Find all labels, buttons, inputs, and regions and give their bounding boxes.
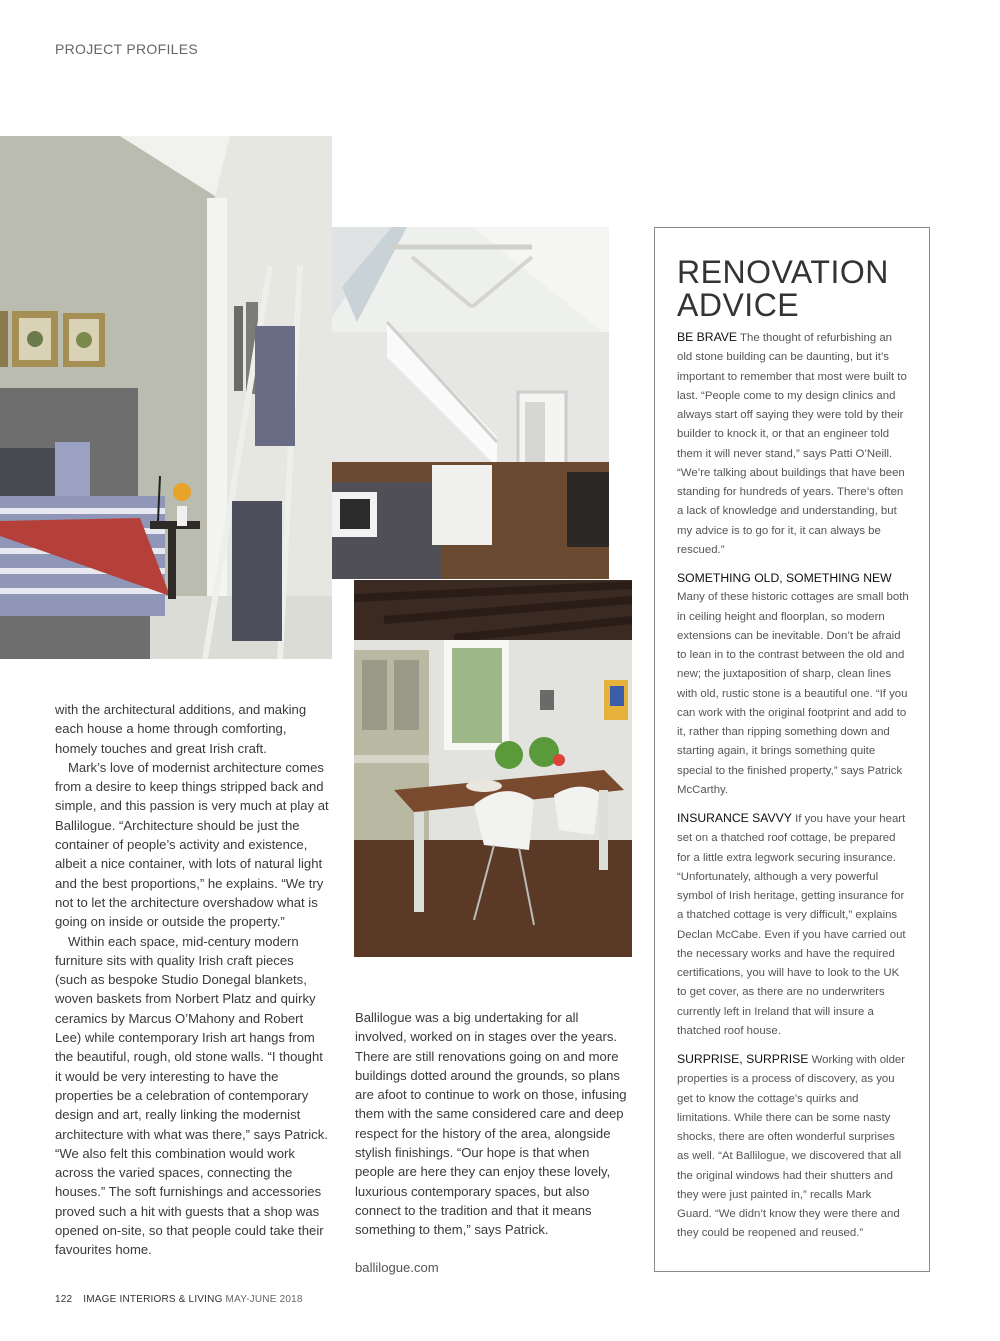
- website-credit: ballilogue.com: [355, 1260, 439, 1275]
- tip-text: The thought of refurbishing an old stone building can be daunting, but it’s important to remember that most were built to last. “People come to my design clinics and always start off saying they were told by their builder to knock it, or that an engineer told them it will never stand,” says Patti O’Neill. “We’re talking about buildings that have been standing for hundreds of years. There’s often a lack of knowledge and understanding, but my advice is to go for it, it can always be rescued.”: [677, 332, 907, 556]
- tip-heading: SURPRISE, SURPRISE: [677, 1052, 809, 1066]
- advice-tip: [677, 569, 909, 800]
- article-paragraph: Ballilogue was a big undertaking for all involved, worked on in stages over the years. There are still renovations going on and more buildings dotted around the grounds, so plans are afoot to continue to work on those, infusing them with the same considered care and deep respect for the history of the area, alongside stylish finishings. “Our hope is that when people are here they can enjoy these lovely, luxurious contemporary spaces, but also connect to the tradition and that it means something to them,” says Patrick.: [355, 1010, 627, 1238]
- bedroom-photo: [0, 136, 332, 659]
- stairs-photo: [332, 227, 609, 579]
- sidebar-title-line: RENOVATION: [677, 254, 889, 290]
- article-paragraph: Within each space, mid-century modern furniture sits with quality Irish craft pieces (such as bespoke Studio Donegal blankets, woven baskets from Norbert Platz and quirky ceramics by Marcus O’Mahony and Robert Lee) while contemporary Irish art hangs from the beautiful, rough, old stone walls. “I thought it would be very interesting to have the properties be a celebration of contemporary design and art, really linking the modernist architecture with what was there,” says Patrick. “We also felt this combination would work across the varied spaces, connecting the houses.” The soft furnishings and accessories proved such a hit with guests that a shop was opened on-site, so that people could take their favourites home.: [55, 933, 328, 1258]
- publication-name: IMAGE INTERIORS & LIVING: [83, 1294, 223, 1305]
- tip-text: Working with older properties is a process of discovery, as you get to know the cottage’s quirks and limitations. While there can be some nasty shocks, there are often wonderful surprises as well. “At Ballilogue, we discovered that all the original windows had their shutters and they were just painted in,” recalls Mark Guard. “We didn’t know they were there and they could be reopened and reused.”: [677, 1054, 906, 1240]
- advice-tip: [677, 809, 909, 1041]
- advice-tip: [677, 1050, 909, 1244]
- advice-tip: [677, 328, 909, 560]
- article-column-left: [55, 700, 329, 1260]
- article-paragraph: with the architectural additions, and making each house a home through comforting, homely touches and great Irish craft.: [55, 702, 307, 756]
- issue-date: MAY-JUNE 2018: [225, 1294, 303, 1305]
- page-footer: [55, 1294, 303, 1305]
- tip-heading: INSURANCE SAVVY: [677, 811, 792, 825]
- sidebar-title: [677, 256, 909, 322]
- tip-heading: BE BRAVE: [677, 330, 738, 344]
- article-column-middle: [355, 1008, 631, 1240]
- tip-text: Many of these historic cottages are small both in ceiling height and floorplan, so modern extensions can be inevitable. Don’t be afraid to lean in to the contrast between the old and new; the juxtaposition of sharp, clean lines with old, rustic stone is a beautiful one. “If you can work with the original footprint and add to it, rather than ripping something down and starting again, it brings something quite special to the finished property,” says Patrick McCarthy.: [677, 591, 909, 796]
- section-label: PROJECT PROFILES: [55, 41, 199, 57]
- page-number: 122: [55, 1294, 73, 1305]
- tip-heading: SOMETHING OLD, SOMETHING NEW: [677, 571, 892, 585]
- article-paragraph: Mark’s love of modernist architecture comes from a desire to keep things stripped back and simple, and this passion is very much at play at Ballilogue. “Architecture should be just the container of people’s activity and existence, albeit a nice container, with lots of natural light and the best proportions,” he explains. “We try not to let the architecture overshadow what is going on inside or outside the property.”: [55, 759, 329, 930]
- renovation-advice-sidebar: [654, 227, 930, 1272]
- kitchen-photo: [354, 580, 632, 957]
- tip-text: If you have your heart set on a thatched roof cottage, be prepared for a little extra legwork securing insurance. “Unfortunately, although a very powerful symbol of Irish heritage, getting insurance for a thatched cottage is very difficult,” explains Declan McCabe. Even if you have carried out the necessary works and have the required certifications, you will have to look to the UK to get cover, as there are no underwriters currently left in Ireland that will insure a thatched roof house.: [677, 813, 906, 1037]
- sidebar-title-line: ADVICE: [677, 287, 800, 323]
